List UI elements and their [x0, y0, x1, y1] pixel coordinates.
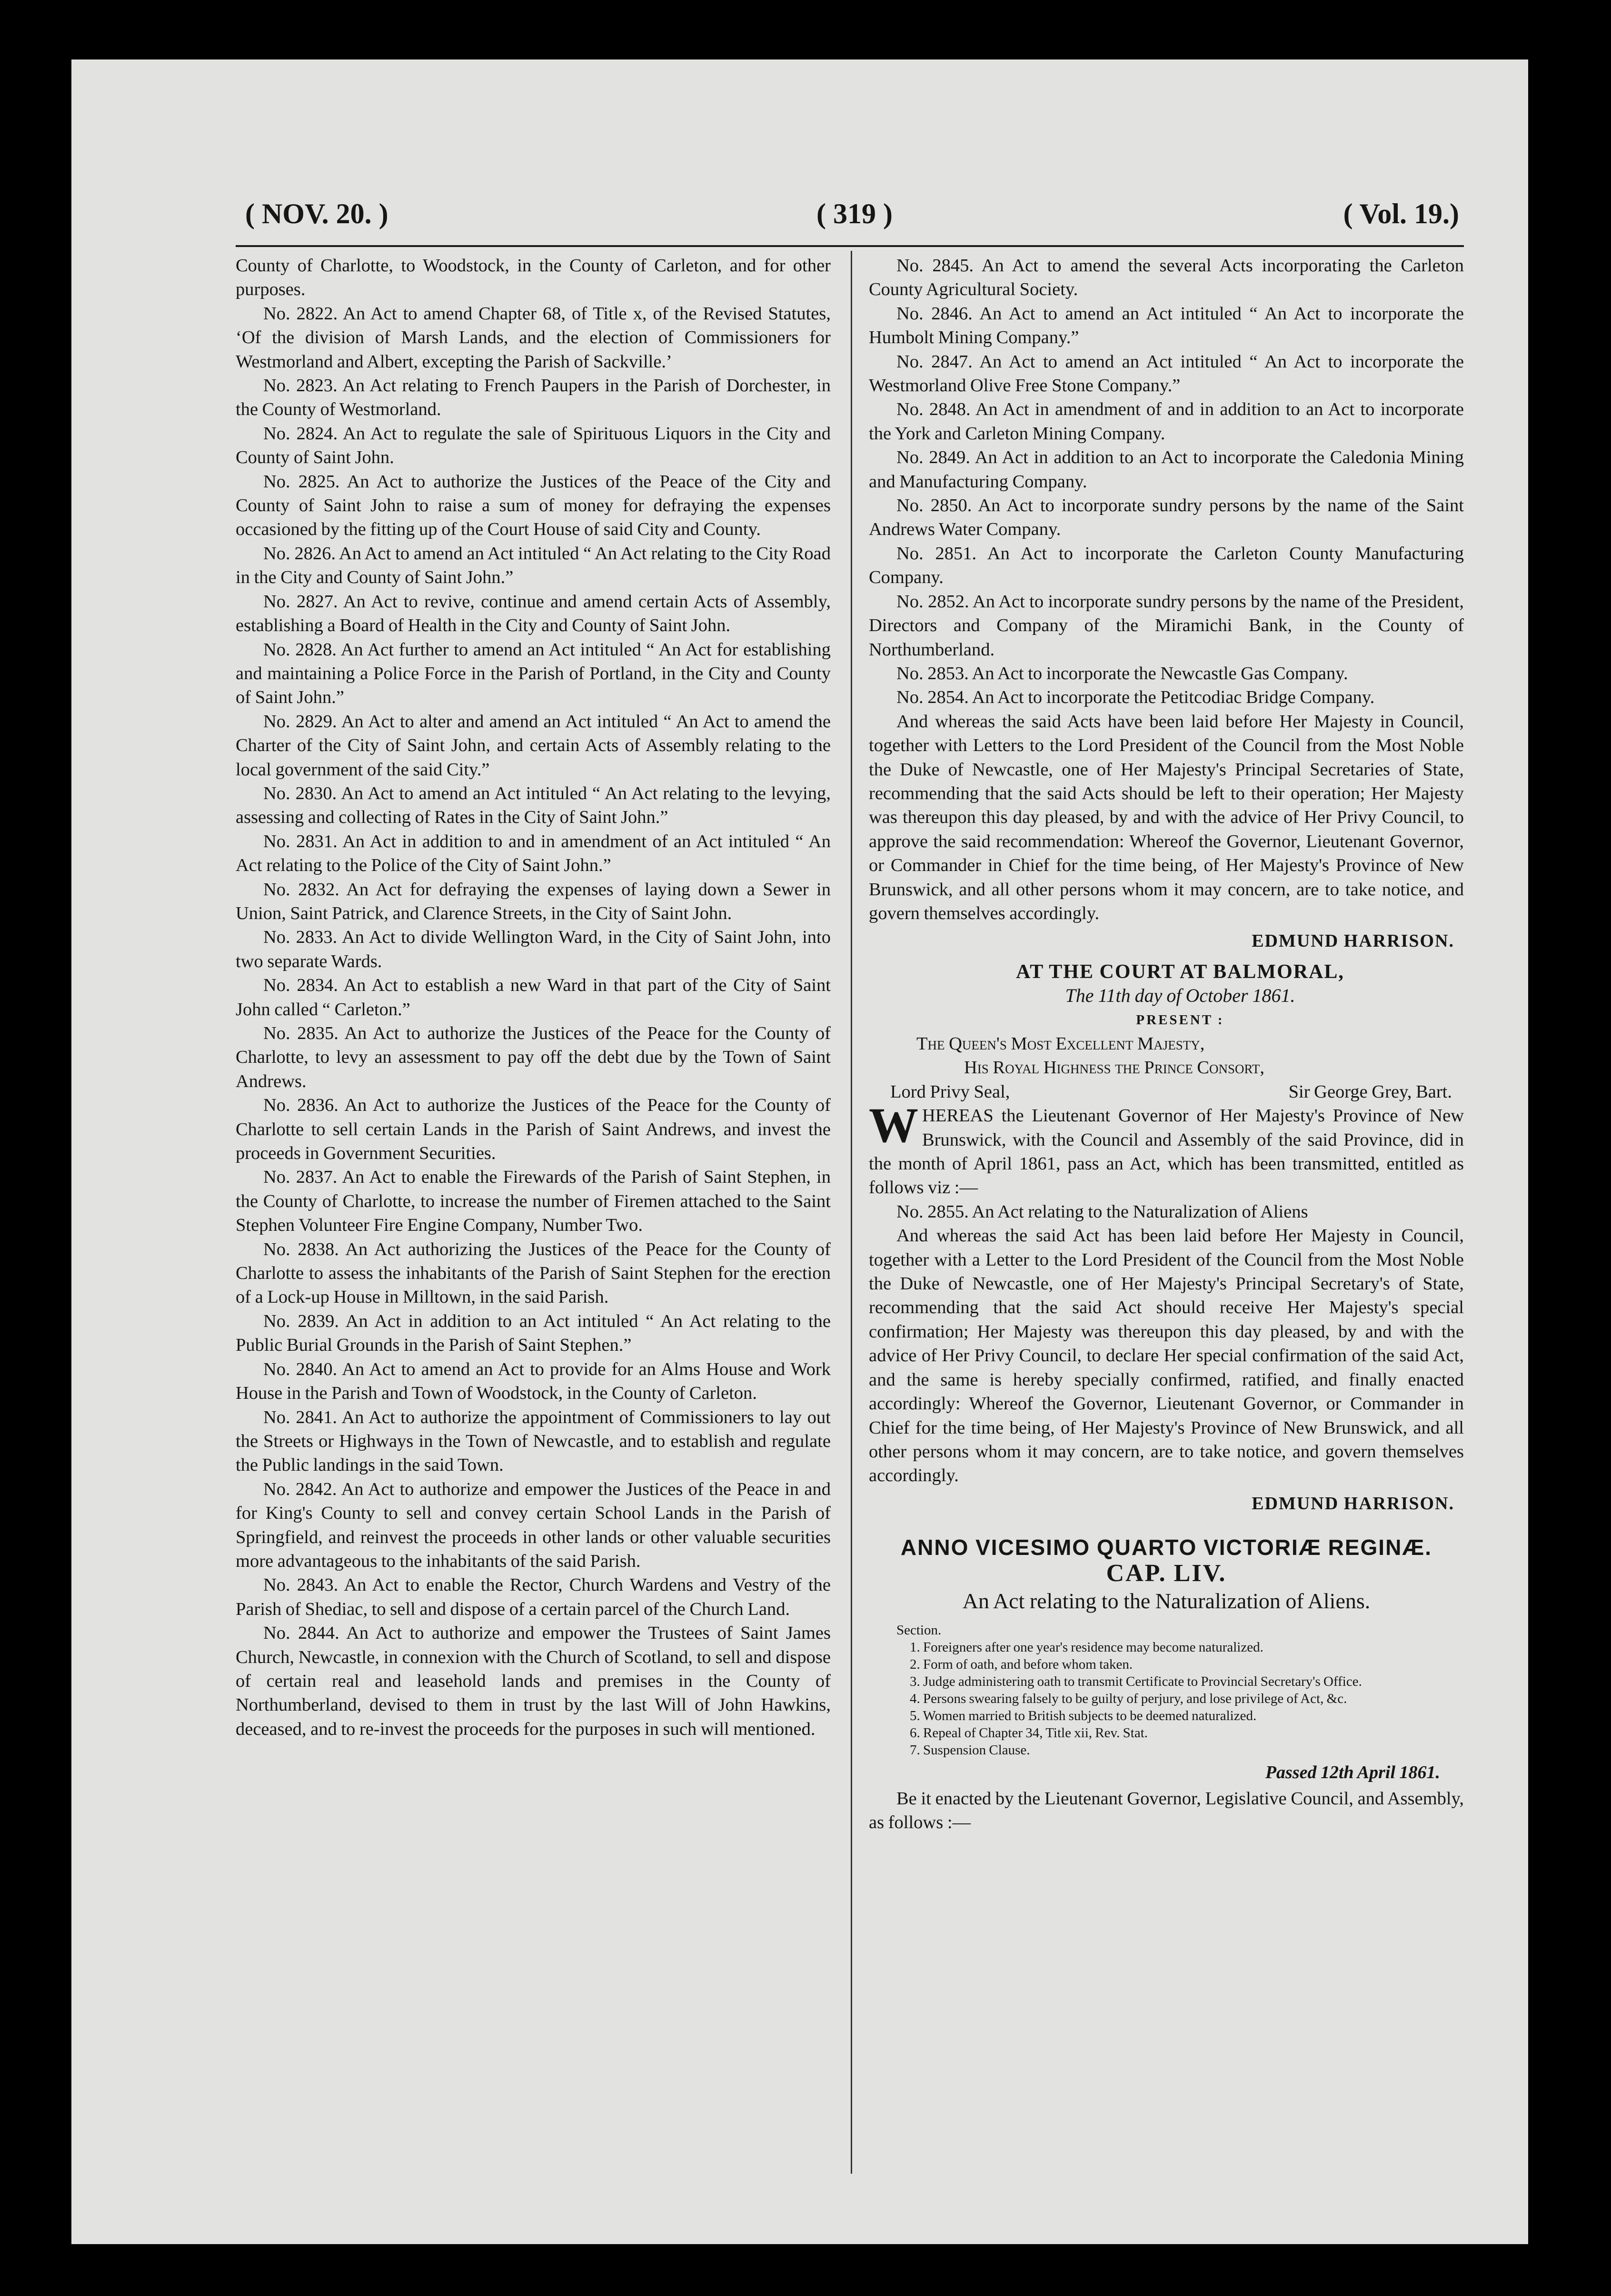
page-content	[236, 131, 1464, 2187]
act-paragraph: No. 2827. An Act to revive, continue and amend certain Acts of Assembly, establishing a Board of Health in the City and County of Saint John.	[236, 591, 831, 636]
header-volume: ( Vol. 19.)	[1343, 198, 1459, 229]
enacting-clause: Be it enacted by the Lieutenant Governor, Legislative Council, and Assembly, as follows :—	[869, 1788, 1464, 1833]
present-officers	[869, 1080, 1464, 1104]
section-item: 3. Judge administering oath to transmit Certificate to Provincial Secretary's Office.	[910, 1674, 1362, 1690]
act-paragraph: No. 2847. An Act to amend an Act intituled “ An Act to incorporate the Westmorland Olive Free Stone Company.”	[869, 351, 1464, 396]
drop-cap: W	[869, 1098, 918, 1153]
section-item: 6. Repeal of Chapter 34, Title xii, Rev. Stat.	[910, 1725, 1148, 1741]
act-paragraph: No. 2846. An Act to amend an Act intituled “ An Act to incorporate the Humbolt Mining Company.”	[869, 303, 1464, 348]
act-paragraph: No. 2840. An Act to amend an Act to provide for an Alms House and Work House in the Parish and Town of Woodstock, in the County of Carleton.	[236, 1359, 831, 1404]
act-paragraph: No. 2823. An Act relating to French Paupers in the Parish of Dorchester, in the County of Westmorland.	[236, 376, 831, 420]
present-label: PRESENT :	[1136, 1012, 1224, 1028]
act-2855: No. 2855. An Act relating to the Naturalization of Aliens	[896, 1201, 1308, 1222]
act-paragraph: No. 2841. An Act to authorize the appointment of Commissioners to lay out the Streets or Highways in the Town of Newcastle, and to establish and regulate the Public landings in the said Town.	[236, 1407, 831, 1475]
section-list	[869, 1639, 1464, 1759]
court-heading: AT THE COURT AT BALMORAL,	[1016, 960, 1344, 983]
act-paragraph: No. 2853. An Act to incorporate the Newcastle Gas Company.	[896, 663, 1348, 683]
passed-date: Passed 12th April 1861.	[1265, 1762, 1440, 1783]
left-column	[236, 254, 831, 1741]
header-page-number: ( 319 )	[816, 198, 893, 229]
act-paragraph: No. 2825. An Act to authorize the Justices of the Peace of the City and County of Saint John to raise a sum of money for defraying the expenses occasioned by the fitting up of the Court House of said City and County.	[236, 471, 831, 540]
act-paragraph: No. 2848. An Act in amendment of and in addition to an Act to incorporate the York and Carleton Mining Company.	[869, 399, 1464, 444]
present-prince-text: His Royal Highness the Prince Consort,	[964, 1058, 1265, 1078]
section-item: 4. Persons swearing falsely to be guilty of perjury, and lose privilege of Act, &c.	[910, 1691, 1347, 1707]
act-paragraph: No. 2837. An Act to enable the Firewards of the Parish of Saint Stephen, in the County of Charlotte, to increase the number of Firemen attached to the Saint Stephen Volunteer Fire Engine Company, Number Two.	[236, 1167, 831, 1236]
section-item: 1. Foreigners after one year's residence may become naturalized.	[910, 1640, 1263, 1655]
section-item: 2. Form of oath, and before whom taken.	[910, 1657, 1133, 1673]
present-prince	[869, 1056, 1464, 1079]
court-date: The 11th day of October 1861.	[1065, 985, 1295, 1007]
whereas-paragraph-2-text: HEREAS the Lieutenant Governor of Her Majesty's Province of New Brunswick, with the Council and Assembly of the said Province, did in the month of April 1861, pass an Act, which has been transmitted, entitled as follows viz :—	[869, 1106, 1464, 1198]
act-paragraph: No. 2834. An Act to establish a new Ward in that part of the City of Saint John called “ Carleton.”	[236, 975, 831, 1019]
act-paragraph: No. 2842. An Act to authorize and empower the Justices of the Peace in and for King's County to sell and convey certain School Lands in the Parish of Springfield, and reinvest the proceeds in other lands or other valuable securities more advantageous to the inhabitants of the said Parish.	[236, 1479, 831, 1571]
section-item: 5. Women married to British subjects to be deemed naturalized.	[910, 1708, 1257, 1724]
chapter-heading: CAP. LIV.	[1106, 1559, 1227, 1587]
act-paragraph: No. 2843. An Act to enable the Rector, Church Wardens and Vestry of the Parish of Shediac, to sell and dispose of a certain parcel of the Church Land.	[236, 1575, 831, 1619]
act-paragraph: County of Charlotte, to Woodstock, in the County of Carleton, and for other purposes.	[236, 256, 831, 300]
act-paragraph: No. 2852. An Act to incorporate sundry persons by the name of the President, Directors and Company of the Miramichi Bank, in the County of Northumberland.	[869, 591, 1464, 660]
sir-george-grey: Sir George Grey, Bart.	[1288, 1081, 1452, 1102]
act-paragraph: No. 2826. An Act to amend an Act intituled “ An Act relating to the City Road in the City and County of Saint John.”	[236, 543, 831, 588]
act-paragraph: No. 2829. An Act to alter and amend an Act intituled “ An Act to amend the Charter of the City of Saint John, and certain Acts of Assembly relating to the local government of the said City.”	[236, 711, 831, 780]
act-paragraph: No. 2831. An Act in addition to and in amendment of an Act intituled “ An Act relating to the Police of the City of Saint John.”	[236, 831, 831, 876]
section-label: Section.	[896, 1623, 942, 1638]
signature-1: EDMUND HARRISON.	[1252, 931, 1454, 951]
header-date: ( NOV. 20. )	[245, 198, 388, 229]
regnal-year-heading: ANNO VICESIMO QUARTO VICTORIÆ REGINÆ.	[900, 1535, 1432, 1560]
act-paragraph: No. 2845. An Act to amend the several Acts incorporating the Carleton County Agricultural Society.	[869, 256, 1464, 300]
act-paragraph: No. 2822. An Act to amend Chapter 68, of Title x, of the Revised Statutes, ‘Of the division of Marsh Lands, and the election of Commissioners for Westmorland and Albert, excepting the Parish of Sackville.’	[236, 303, 831, 372]
whereas-paragraph-2	[869, 1098, 1464, 1200]
act-paragraph: No. 2851. An Act to incorporate the Carleton County Manufacturing Company.	[869, 543, 1464, 588]
act-paragraph: No. 2828. An Act further to amend an Act intituled “ An Act for establishing and maintaining a Police Force in the Parish of Portland, in the City and County of Saint John.”	[236, 639, 831, 708]
act-paragraph: No. 2836. An Act to authorize the Justices of the Peace for the County of Charlotte to sell certain Lands in the Parish of Saint Andrews, and invest the proceeds in Government Securities.	[236, 1095, 831, 1164]
whereas-paragraph-3: And whereas the said Act has been laid before Her Majesty in Council, together with a Letter to the Lord President of the Council from the Most Noble the Duke of Newcastle, one of Her Majesty's Principal Secretary's of State, recommending that the said Act should receive Her Majesty's special confirmation; Her Majesty was thereupon this day pleased, by and with the advice of Her Privy Council, to declare Her special confirmation of the said Act, and the same is hereby specially confirmed, ratified, and finally enacted accordingly: Whereof the Governor, Lieutenant Governor, or Commander in Chief for the time being, of Her Majesty's Province of New Brunswick, and all other persons whom it may concern, are to take notice, and govern themselves accordingly.	[869, 1226, 1464, 1486]
present-queen	[869, 1032, 1464, 1056]
act-paragraph: No. 2849. An Act in addition to an Act to incorporate the Caledonia Mining and Manufacturing Company.	[869, 447, 1464, 492]
whereas-paragraph-1: And whereas the said Acts have been laid before Her Majesty in Council, together with Letters to the Lord President of the Council from the Most Noble the Duke of Newcastle, one of Her Majesty's Principal Secretaries of State, recommending that the said Acts should be left to their operation; Her Majesty was thereupon this day pleased, by and with the advice of Her Privy Council, to approve the said recommendation: Whereof the Governor, Lieutenant Governor, or Commander in Chief for the time being, of Her Majesty's Province of New Brunswick, and all other persons whom it may concern, are to take notice, and govern themselves accordingly.	[869, 711, 1464, 923]
act-paragraph: No. 2850. An Act to incorporate sundry persons by the name of the Saint Andrews Water Company.	[869, 495, 1464, 540]
act-paragraph: No. 2824. An Act to regulate the sale of Spirituous Liquors in the City and County of Saint John.	[236, 423, 831, 468]
header-rule	[236, 245, 1464, 247]
act-paragraph: No. 2854. An Act to incorporate the Petitcodiac Bridge Company.	[896, 687, 1375, 708]
right-column	[869, 254, 1464, 1835]
signature-2: EDMUND HARRISON.	[1252, 1493, 1454, 1514]
present-queen-text: The Queen's Most Excellent Majesty,	[916, 1034, 1205, 1054]
column-divider	[851, 251, 852, 2174]
act-paragraph: No. 2844. An Act to authorize and empower the Trustees of Saint James Church, Newcastle, in connexion with the Church of Scotland, to sell and dispose of certain real and leasehold lands and premises in the County of Northumberland, devised to them in trust by the last Will of John Hawkins, deceased, and to re-invest the proceeds for the purposes in such will mentioned.	[236, 1623, 831, 1739]
act-paragraph: No. 2839. An Act in addition to an Act intituled “ An Act relating to the Public Burial Grounds in the Parish of Saint Stephen.”	[236, 1311, 831, 1356]
lord-privy-seal: Lord Privy Seal,	[890, 1081, 1010, 1102]
section-item: 7. Suspension Clause.	[910, 1742, 1030, 1758]
act-paragraph: No. 2835. An Act to authorize the Justices of the Peace for the County of Charlotte, to levy an assessment to pay off the debt due by the Town of Saint Andrews.	[236, 1023, 831, 1091]
act-paragraph: No. 2832. An Act for defraying the expenses of laying down a Sewer in Union, Saint Patrick, and Clarence Streets, in the City of Saint John.	[236, 879, 831, 923]
act-paragraph: No. 2838. An Act authorizing the Justices of the Peace for the County of Charlotte to assess the inhabitants of the Parish of Saint Stephen for the erection of a Lock-up House in Milltown, in the said Parish.	[236, 1239, 831, 1307]
act-list-right	[869, 254, 1464, 710]
act-paragraph: No. 2830. An Act to amend an Act intituled “ An Act relating to the levying, assessing and collecting of Rates in the City of Saint John.”	[236, 783, 831, 828]
scanned-page	[71, 59, 1528, 2244]
act-title: An Act relating to the Naturalization of Aliens.	[962, 1588, 1371, 1613]
act-paragraph: No. 2833. An Act to divide Wellington Ward, in the City of Saint John, into two separate Wards.	[236, 927, 831, 971]
